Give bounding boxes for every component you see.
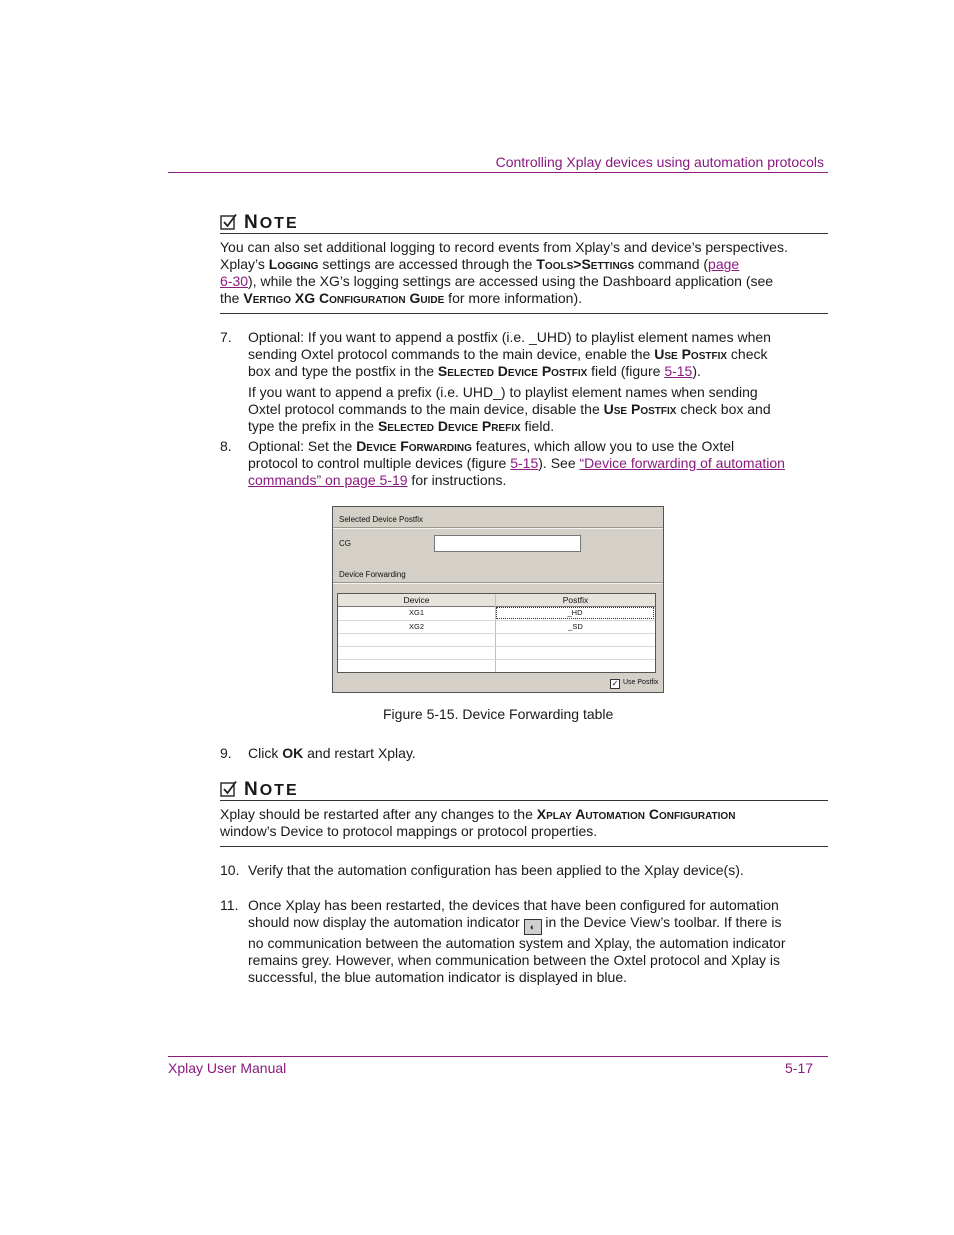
note-bottom-rule	[220, 313, 828, 314]
step-7-text: Optional: If you want to append a postfix (i.e. _UHD) to playlist element names when sending Oxtel protocol commands to the main device, enable the Use Postfix check box and type the postfix in the Selected Device Postfix field (figure 5-15). If you want to append a prefix (i.e. UHD_) to playlist element names when sending Oxtel protocol commands to the main device, disable the Use Postfix check box and type the prefix in the Selected Device Prefix field.	[248, 329, 771, 434]
cg-postfix-input[interactable]	[434, 535, 581, 552]
note-heading: NOTE	[220, 779, 299, 801]
section-divider	[333, 527, 663, 529]
checkbox-check-icon	[220, 213, 238, 231]
running-head: Controlling Xplay devices using automation protocols	[495, 154, 824, 170]
column-header-postfix[interactable]: Postfix	[496, 594, 655, 607]
step-11-text: Once Xplay has been restarted, the devices that have been configured for automation should now display the automation indicator ◐ in the Device View’s toolbar. If there is no communication between the automation system and Xplay, the automation indicator remains grey. However, when communication between the Oxtel protocol and Xplay is successful, the blue automation indicator is displayed in blue.	[248, 897, 786, 985]
step-number: 8.	[220, 438, 232, 454]
note-body: You can also set additional logging to record events from Xplay’s and device’s perspectives. Xplay’s Logging settings are accessed through the Tools>Settings command (page 6-30), while the XG’s logging settings are accessed using the Dashboard application (see the Vertigo XG Configuration Guide for more information).	[220, 239, 788, 306]
cross-reference-link[interactable]: commands” on page 5-19	[248, 472, 408, 488]
step-number: 9.	[220, 745, 232, 761]
section-divider	[333, 582, 663, 584]
header-rule	[168, 172, 828, 173]
note-top-rule	[220, 800, 828, 801]
device-cell[interactable]: XG2	[408, 622, 424, 631]
step-8-text: Optional: Set the Device Forwarding features, which allow you to use the Oxtel protocol to control multiple devices (figure 5-15). See “Device forwarding of automation commands” on page 5-19 for instructions.	[248, 438, 785, 488]
note-heading: NOTE	[220, 212, 299, 234]
step-number: 10.	[220, 862, 240, 878]
row-divider	[338, 646, 655, 647]
step-9-text: Click OK and restart Xplay.	[248, 745, 416, 761]
cg-label: CG	[339, 539, 351, 548]
device-cell[interactable]: XG1	[408, 608, 424, 617]
automation-indicator-icon: ◐	[524, 919, 542, 935]
device-forwarding-table[interactable]	[337, 593, 656, 673]
use-postfix-checkbox[interactable]: ✓	[611, 679, 619, 688]
column-header-device[interactable]: Device	[338, 594, 495, 607]
step-number: 7.	[220, 329, 232, 345]
postfix-cell[interactable]: _HD	[496, 607, 654, 619]
row-divider	[338, 659, 655, 660]
checkbox-check-icon	[220, 780, 238, 798]
figure-link[interactable]: 5-15	[510, 455, 539, 471]
postfix-cell[interactable]: _SD	[568, 622, 583, 631]
note-top-rule	[220, 233, 828, 234]
step-10-text: Verify that the automation configuration has been applied to the Xplay device(s).	[248, 862, 744, 878]
page-number: 5-17	[785, 1060, 814, 1076]
figure-link[interactable]: 5-15	[664, 363, 693, 379]
page-link[interactable]: page	[708, 256, 740, 272]
note-body: Xplay should be restarted after any changes to the Xplay Automation Configuration window’s Device to protocol mappings or protocol properties.	[220, 806, 736, 839]
page-link-6-30[interactable]: 6-30	[220, 273, 249, 289]
cross-reference-link[interactable]: “Device forwarding of automation	[579, 455, 785, 471]
step-number: 11.	[220, 897, 239, 913]
footer-rule	[168, 1056, 828, 1057]
checkbox-label: Use Postfix	[623, 679, 659, 686]
note-bottom-rule	[220, 846, 828, 847]
section-label: Selected Device Postfix	[339, 515, 424, 524]
row-divider	[338, 633, 655, 634]
device-forwarding-screenshot	[332, 506, 664, 693]
section-label: Device Forwarding	[339, 570, 406, 579]
figure-caption: Figure 5-15. Device Forwarding table	[383, 706, 614, 722]
footer-title: Xplay User Manual	[168, 1060, 287, 1076]
